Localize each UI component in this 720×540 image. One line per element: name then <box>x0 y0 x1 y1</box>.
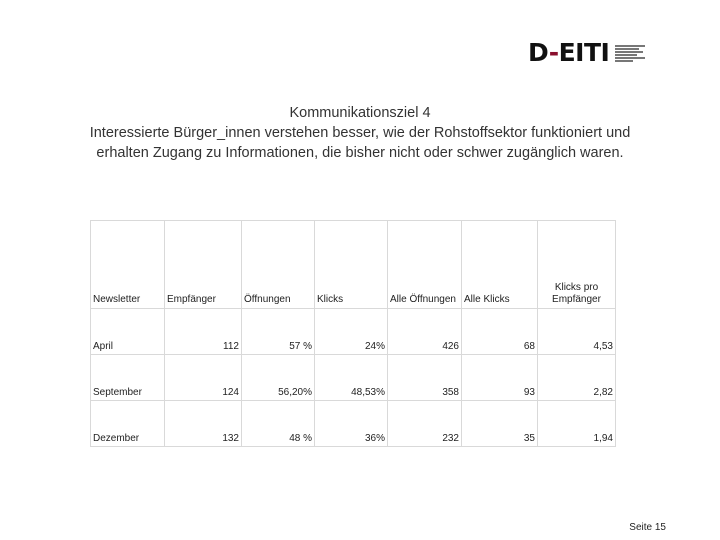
table-header-row <box>91 221 616 309</box>
header-newsletter: Newsletter <box>91 221 165 309</box>
table-row <box>91 401 616 447</box>
header-oeffnungen: Öffnungen <box>242 221 315 309</box>
cell-alle-oeffnungen: 358 <box>388 355 462 401</box>
logo-fine-print <box>615 45 645 62</box>
cell-empfaenger: 124 <box>165 355 242 401</box>
title-line-1: Kommunikationsziel 4 <box>289 105 431 121</box>
header-klicks-pro-empfaenger: Klicks pro Empfänger <box>538 221 616 309</box>
cell-klicks: 48,53% <box>315 355 388 401</box>
cell-empfaenger: 112 <box>165 309 242 355</box>
cell-klicks-pro-empfaenger: 1,94 <box>538 401 616 447</box>
table-row <box>91 309 616 355</box>
cell-alle-klicks: 93 <box>462 355 538 401</box>
cell-alle-oeffnungen: 232 <box>388 401 462 447</box>
title-line-2: Interessierte Bürger_innen verstehen besser, wie der Rohstoffsektor funktioniert und <box>89 125 631 141</box>
page-title <box>20 103 700 163</box>
cell-empfaenger: 132 <box>165 401 242 447</box>
cell-klicks: 36% <box>315 401 388 447</box>
logo-wordmark: D-EITI <box>528 38 610 67</box>
cell-alle-oeffnungen: 426 <box>388 309 462 355</box>
cell-month: September <box>91 355 165 401</box>
header-empfaenger: Empfänger <box>165 221 242 309</box>
page-number: Seite 15 <box>629 522 666 533</box>
cell-oeffnungen: 48 % <box>242 401 315 447</box>
deiti-logo <box>528 40 645 66</box>
cell-alle-klicks: 68 <box>462 309 538 355</box>
cell-month: April <box>91 309 165 355</box>
cell-alle-klicks: 35 <box>462 401 538 447</box>
cell-klicks: 24% <box>315 309 388 355</box>
newsletter-stats-table <box>90 220 616 447</box>
cell-klicks-pro-empfaenger: 2,82 <box>538 355 616 401</box>
header-alle-oeffnungen: Alle Öffnungen <box>388 221 462 309</box>
header-alle-klicks: Alle Klicks <box>462 221 538 309</box>
cell-klicks-pro-empfaenger: 4,53 <box>538 309 616 355</box>
header-klicks: Klicks <box>315 221 388 309</box>
cell-month: Dezember <box>91 401 165 447</box>
table-row <box>91 355 616 401</box>
cell-oeffnungen: 56,20% <box>242 355 315 401</box>
title-line-3: erhalten Zugang zu Informationen, die bisher nicht oder schwer zugänglich waren. <box>96 145 624 161</box>
cell-oeffnungen: 57 % <box>242 309 315 355</box>
